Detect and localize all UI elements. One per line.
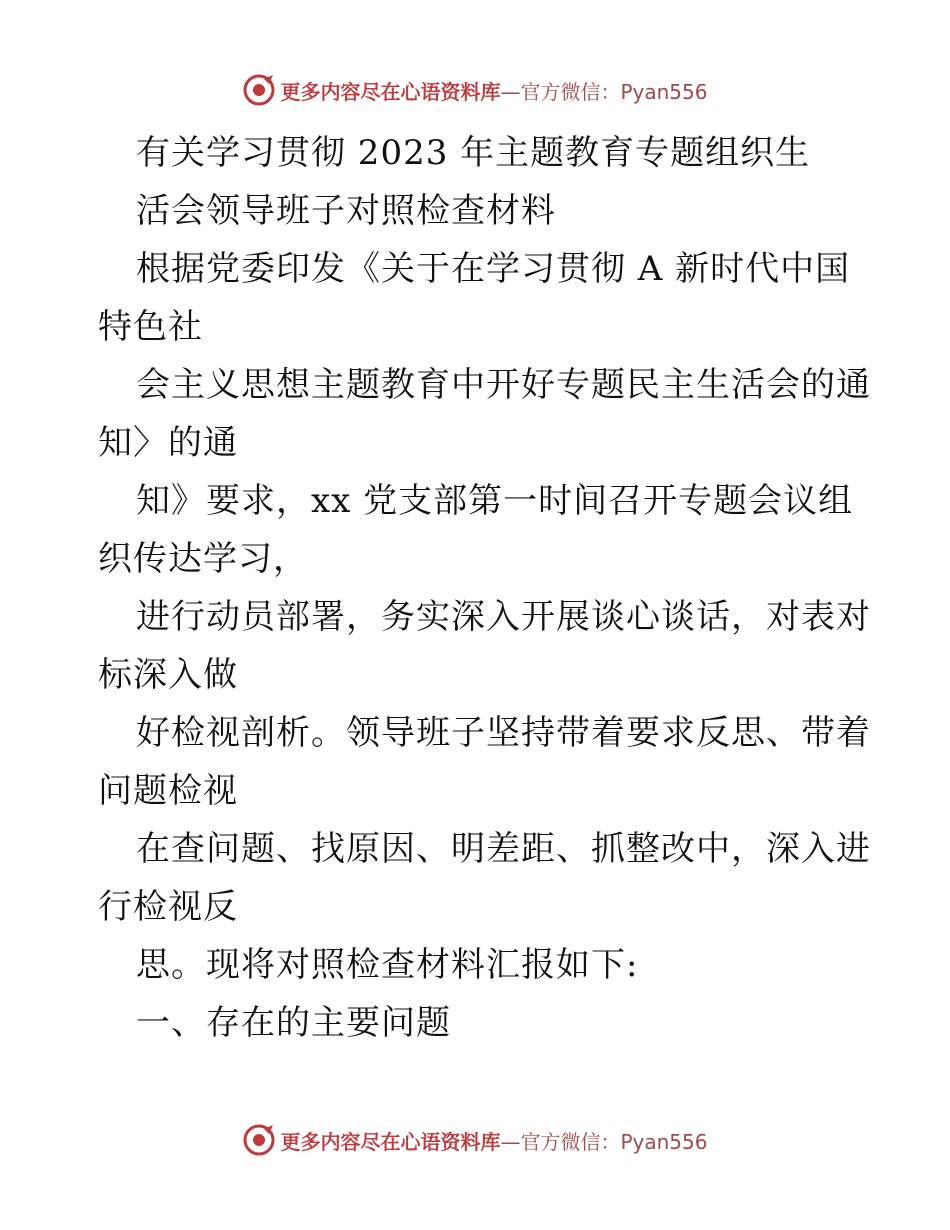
document-line: 行检视反 [98, 887, 238, 927]
document-line: 问题检视 [98, 771, 238, 811]
document-line: 特色社 [98, 307, 203, 347]
document-line: 知》要求，xx 党支部第一时间召开专题会议组 [136, 481, 854, 521]
document-line: 会主义思想主题教育中开好专题民主生活会的通 [136, 365, 871, 405]
header-banner-title: 更多内容尽在心语资料库 [280, 79, 501, 104]
brand-logo-icon [242, 73, 276, 107]
document-line: 有关学习贯彻 2023 年主题教育专题组织生 [136, 133, 811, 173]
document-body [98, 124, 878, 1052]
document-line: 织传达学习， [98, 539, 308, 579]
section-heading: 一、存在的主要问题 [136, 1003, 451, 1043]
header-banner-contact: —官方微信：Pyan556 [500, 79, 708, 104]
footer-banner-contact: —官方微信：Pyan556 [500, 1129, 708, 1154]
document-line: 知〉的通 [98, 423, 238, 463]
footer-banner-title: 更多内容尽在心语资料库 [280, 1129, 501, 1154]
document-line: 在查问题、找原因、明差距、抓整改中，深入进 [136, 829, 871, 869]
document-line: 思。现将对照检查材料汇报如下: [136, 945, 639, 985]
document-line: 好检视剖析。领导班子坚持带着要求反思、带着 [136, 713, 871, 753]
document-line: 标深入做 [98, 655, 238, 695]
footer-banner [0, 1120, 950, 1160]
brand-logo-icon [242, 1123, 276, 1157]
document-line: 进行动员部署，务实深入开展谈心谈话，对表对 [136, 597, 871, 637]
document-line: 根据党委印发《关于在学习贯彻 A 新时代中国 [136, 249, 851, 289]
document-line: 活会领导班子对照检查材料 [136, 191, 556, 231]
header-banner [0, 70, 950, 110]
